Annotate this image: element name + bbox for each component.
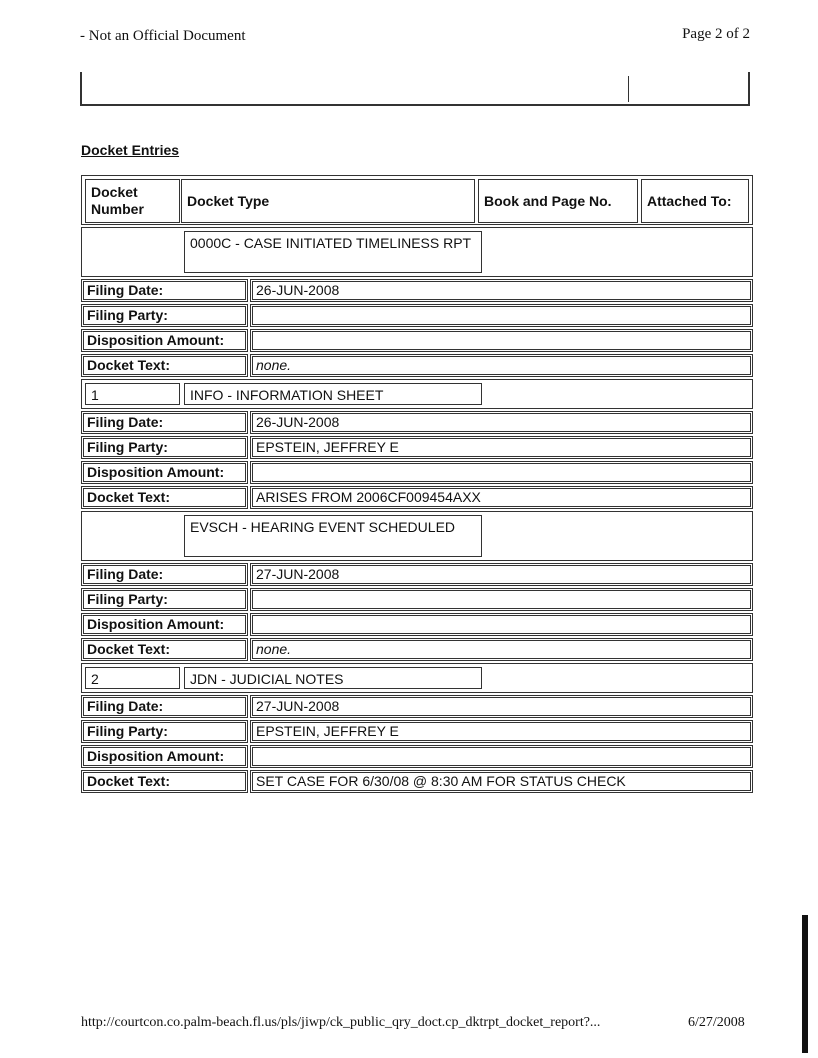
docket-number — [85, 515, 180, 557]
docket-type: INFO - INFORMATION SHEET — [184, 383, 482, 405]
disposition-amount-value — [250, 329, 753, 352]
filing-party-row — [81, 304, 753, 327]
filing-date-label: Filing Date: — [81, 695, 248, 718]
docket-number: 1 — [85, 383, 180, 405]
col-attached-to: Attached To: — [641, 179, 749, 223]
disposition-amount-label: Disposition Amount: — [81, 329, 248, 352]
docket-text-value: SET CASE FOR 6/30/08 @ 8:30 AM FOR STATUS CHECK — [250, 770, 753, 793]
section-title: Docket Entries — [81, 142, 180, 158]
docket-type: 0000C - CASE INITIATED TIMELINESS RPT — [184, 231, 482, 273]
disposition-amount-value — [250, 745, 753, 768]
header-disclaimer: - Not an Official Document — [80, 28, 246, 44]
footer-date: 6/27/2008 — [688, 1015, 745, 1030]
filing-party-row — [81, 588, 753, 611]
docket-table — [81, 175, 753, 793]
filing-party-value — [250, 304, 753, 327]
filing-date-label: Filing Date: — [81, 279, 248, 302]
filing-date-value: 26-JUN-2008 — [250, 411, 753, 434]
disposition-amount-row — [81, 745, 753, 768]
docket-text-label: Docket Text: — [81, 486, 248, 509]
docket-entry-type-row — [81, 227, 753, 277]
filing-date-value: 27-JUN-2008 — [250, 563, 753, 586]
docket-text-value: ARISES FROM 2006CF009454AXX — [250, 486, 753, 509]
disposition-amount-label: Disposition Amount: — [81, 461, 248, 484]
docket-text-label: Docket Text: — [81, 354, 248, 377]
filing-date-value: 27-JUN-2008 — [250, 695, 753, 718]
filing-party-label: Filing Party: — [81, 304, 248, 327]
docket-text-label: Docket Text: — [81, 638, 248, 661]
docket-header-row — [81, 175, 753, 225]
filing-date-row — [81, 411, 753, 434]
col-docket-type: Docket Type — [181, 179, 475, 223]
docket-text-value: none. — [250, 638, 753, 661]
filing-party-value: EPSTEIN, JEFFREY E — [250, 436, 753, 459]
filing-date-value: 26-JUN-2008 — [250, 279, 753, 302]
docket-text-row — [81, 638, 753, 661]
col-docket-number: Docket Number — [85, 179, 180, 223]
docket-text-value: none. — [250, 354, 753, 377]
docket-text-row — [81, 486, 753, 509]
docket-text-row — [81, 354, 753, 377]
filing-party-value: EPSTEIN, JEFFREY E — [250, 720, 753, 743]
filing-date-row — [81, 695, 753, 718]
filing-date-row — [81, 279, 753, 302]
docket-number — [85, 231, 180, 273]
docket-type: JDN - JUDICIAL NOTES — [184, 667, 482, 689]
disposition-amount-value — [250, 613, 753, 636]
disposition-amount-label: Disposition Amount: — [81, 613, 248, 636]
filing-party-label: Filing Party: — [81, 588, 248, 611]
footer-url: http://courtcon.co.palm-beach.fl.us/pls/jiwp/ck_public_qry_doct.cp_dktrpt_docket_report?... — [81, 1015, 601, 1030]
filing-party-label: Filing Party: — [81, 720, 248, 743]
docket-text-label: Docket Text: — [81, 770, 248, 793]
docket-type: EVSCH - HEARING EVENT SCHEDULED — [184, 515, 482, 557]
disposition-amount-row — [81, 461, 753, 484]
filing-date-row — [81, 563, 753, 586]
scan-edge-mark — [802, 915, 808, 1053]
previous-table-remnant — [80, 72, 750, 106]
col-book-page: Book and Page No. — [478, 179, 638, 223]
filing-party-row — [81, 436, 753, 459]
disposition-amount-row — [81, 329, 753, 352]
disposition-amount-row — [81, 613, 753, 636]
page-number: Page 2 of 2 — [682, 26, 750, 42]
docket-text-row — [81, 770, 753, 793]
filing-party-label: Filing Party: — [81, 436, 248, 459]
docket-entry-type-row — [81, 511, 753, 561]
docket-entry-type-row — [81, 663, 753, 693]
docket-entry-type-row — [81, 379, 753, 409]
filing-date-label: Filing Date: — [81, 563, 248, 586]
filing-party-row — [81, 720, 753, 743]
filing-date-label: Filing Date: — [81, 411, 248, 434]
disposition-amount-value — [250, 461, 753, 484]
filing-party-value — [250, 588, 753, 611]
disposition-amount-label: Disposition Amount: — [81, 745, 248, 768]
docket-number: 2 — [85, 667, 180, 689]
